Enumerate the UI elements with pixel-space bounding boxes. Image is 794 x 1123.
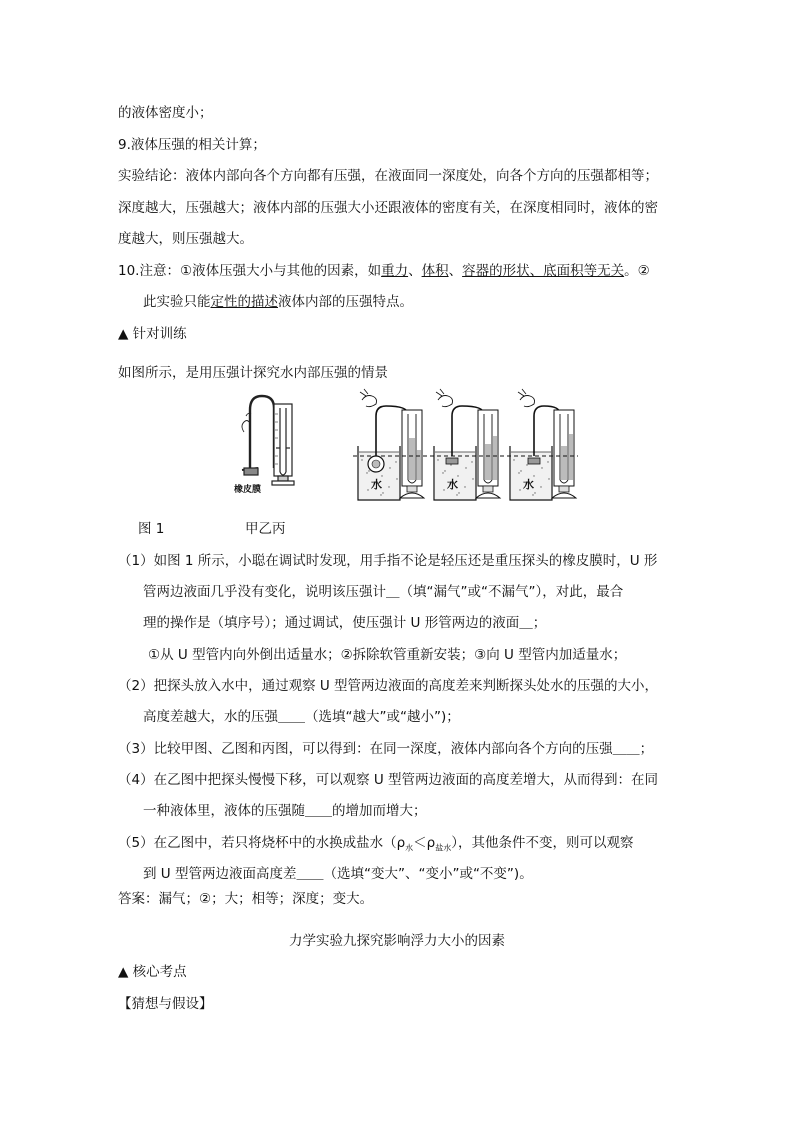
water-dot: [532, 494, 533, 495]
subscript: 水: [405, 843, 414, 853]
underlined-term: 定性的描述: [210, 294, 278, 310]
water-dot: [541, 467, 542, 468]
water-dot: [526, 464, 527, 465]
water-dot: [548, 478, 549, 479]
probe-head: [446, 458, 458, 464]
question-line: （1）如图 1 所示，小聪在调试时发现，用手指不论是轻压还是重压探头的橡皮膜时，U 形: [118, 553, 658, 569]
water-dot: [458, 492, 459, 493]
water-dot: [520, 470, 521, 471]
water-dot: [547, 461, 548, 462]
note-text: 、: [408, 263, 422, 279]
water-dot: [518, 472, 519, 473]
water-dot: [395, 461, 396, 462]
gauge-fig1: [242, 396, 294, 485]
water-dot: [380, 494, 381, 495]
water-dot: [534, 492, 535, 493]
beaker-assembly: [434, 389, 500, 500]
question-line: （2）把探头放入水中，通过观察 U 型管两边液面的高度差来判断探头处水的压强的大小，: [118, 678, 659, 694]
water-dot: [366, 472, 367, 473]
section-heading: ▲ 针对训练: [118, 326, 187, 342]
underlined-term: 重力: [381, 263, 409, 279]
pressure-gauge-figure: [228, 388, 588, 510]
water-dot: [368, 470, 369, 471]
water-dot: [471, 461, 472, 462]
text-line: 的液体密度小；: [118, 105, 213, 121]
finger-icon: [518, 389, 526, 396]
question-text: ），其他条件不变，则可以观察: [451, 835, 634, 851]
beaker-assembly: [358, 389, 424, 500]
water-dot: [513, 459, 514, 460]
text-line: 9.液体压强的相关计算；: [118, 137, 266, 153]
water-dot: [389, 467, 390, 468]
hand-icon: [520, 396, 535, 407]
question-line: 理的操作是（填序号）；通过调试，使压强计 U 形管两边的液面＿；: [143, 615, 547, 631]
water-dot: [465, 467, 466, 468]
water-dot: [396, 478, 397, 479]
question-line: （4）在乙图中把探头慢慢下移，可以观察 U 型管两边液面的高度差增大，从而得到：在同: [118, 772, 659, 788]
section-heading: ▲ 核心考点: [118, 964, 187, 980]
water-label: 水: [523, 478, 534, 491]
note-text: 此实验只能: [143, 294, 211, 310]
liquid-column-left: [409, 438, 415, 480]
text-line: 如图所示，是用压强计探究水内部压强的情景: [118, 365, 388, 381]
water-dot: [540, 486, 541, 487]
text-line: 实验结论：液体内部向各个方向都有压强，在液面同一深度处，向各个方向的压强都相等；: [118, 168, 658, 184]
water-dot: [472, 478, 473, 479]
figure-caption: 甲乙丙: [245, 521, 286, 537]
text-line: 度越大，则压强越大。: [118, 231, 253, 247]
section-title: 力学实验九探究影响浮力大小的因素: [289, 933, 505, 949]
question-text: ＜ρ: [413, 835, 436, 851]
water-dot: [388, 486, 389, 487]
stand-base: [552, 493, 576, 498]
stand-neck: [559, 486, 569, 492]
question-line: 管两边液面几乎没有变化，说明该压强计＿（填“漏气”或“不漏气”），对此，最合: [143, 584, 624, 600]
question-text: （5）在乙图中，若只将烧杯中的水换成盐水（ρ: [118, 835, 406, 851]
water-dot: [444, 470, 445, 471]
text-line: 深度越大，压强越大；液体内部的压强大小还跟液体的密度有关，在深度相同时，液体的密: [118, 200, 658, 216]
note-text: 、: [448, 263, 463, 279]
liquid-column-left: [485, 444, 491, 480]
note-text: 。②: [624, 263, 650, 279]
water-dot: [533, 475, 534, 476]
note-text: 10.注意：①液体压强大小与其他的因素，如: [118, 263, 382, 279]
water-dot: [437, 459, 438, 460]
beaker-group: [358, 389, 576, 500]
question-line: 到 U 型管两边液面高度差＿＿（选填“变大”、“变小”或“不变”)。: [143, 866, 533, 882]
stand-base: [400, 493, 424, 498]
note-line: [118, 261, 650, 281]
liquid-column-right: [493, 436, 497, 480]
water-dot: [457, 475, 458, 476]
membrane-label: 橡皮膜: [234, 485, 262, 495]
question-line: （3）比较甲图、乙图和丙图，可以得到：在同一深度，液体内部向各个方向的压强＿＿；: [118, 741, 654, 757]
liquid-column-left: [561, 446, 567, 480]
stand-base: [476, 493, 500, 498]
liquid-column-right: [417, 450, 421, 480]
subscript: 盐水: [435, 843, 452, 853]
question-line: 高度差越大，水的压强＿＿（选填“越大”或“越小”)；: [143, 709, 460, 725]
beaker-assembly: [510, 389, 576, 500]
water-dot: [442, 472, 443, 473]
underlined-term: 容器的形状、底面积等无关: [462, 263, 625, 279]
water-dot: [367, 489, 368, 490]
water-dot: [443, 489, 444, 490]
note-line: [143, 292, 413, 312]
water-dot: [361, 459, 362, 460]
note-text: 液体内部的压强特点。: [278, 294, 413, 310]
water-label: 水: [371, 478, 382, 491]
stand-neck: [483, 486, 493, 492]
hand-icon: [362, 396, 377, 407]
question-line: 一种液体里，液体的压强随＿＿的增加而增大；: [143, 803, 427, 819]
probe-head: [528, 458, 540, 464]
water-dot: [519, 489, 520, 490]
water-dot: [464, 486, 465, 487]
section-heading: 【猜想与假设】: [118, 996, 213, 1012]
hand-icon: [438, 396, 453, 407]
question-line: [118, 833, 634, 859]
question-line: ①从 U 型管内向外倒出适量水；②拆除软管重新安装；③向 U 型管内加适量水；: [148, 647, 627, 663]
finger-icon: [360, 389, 368, 396]
water-dot: [456, 494, 457, 495]
liquid-column-right: [569, 434, 573, 480]
figure-caption: 图 1: [138, 521, 165, 537]
water-label: 水: [447, 478, 458, 491]
finger-icon: [436, 389, 444, 396]
water-dot: [450, 464, 451, 465]
stand-neck: [407, 486, 417, 492]
probe-membrane: [372, 460, 380, 468]
underlined-term: 体积: [421, 263, 449, 279]
water-dot: [381, 475, 382, 476]
answer-line: 答案：漏气；②；大；相等；深度；变大。: [118, 891, 374, 907]
water-dot: [382, 492, 383, 493]
